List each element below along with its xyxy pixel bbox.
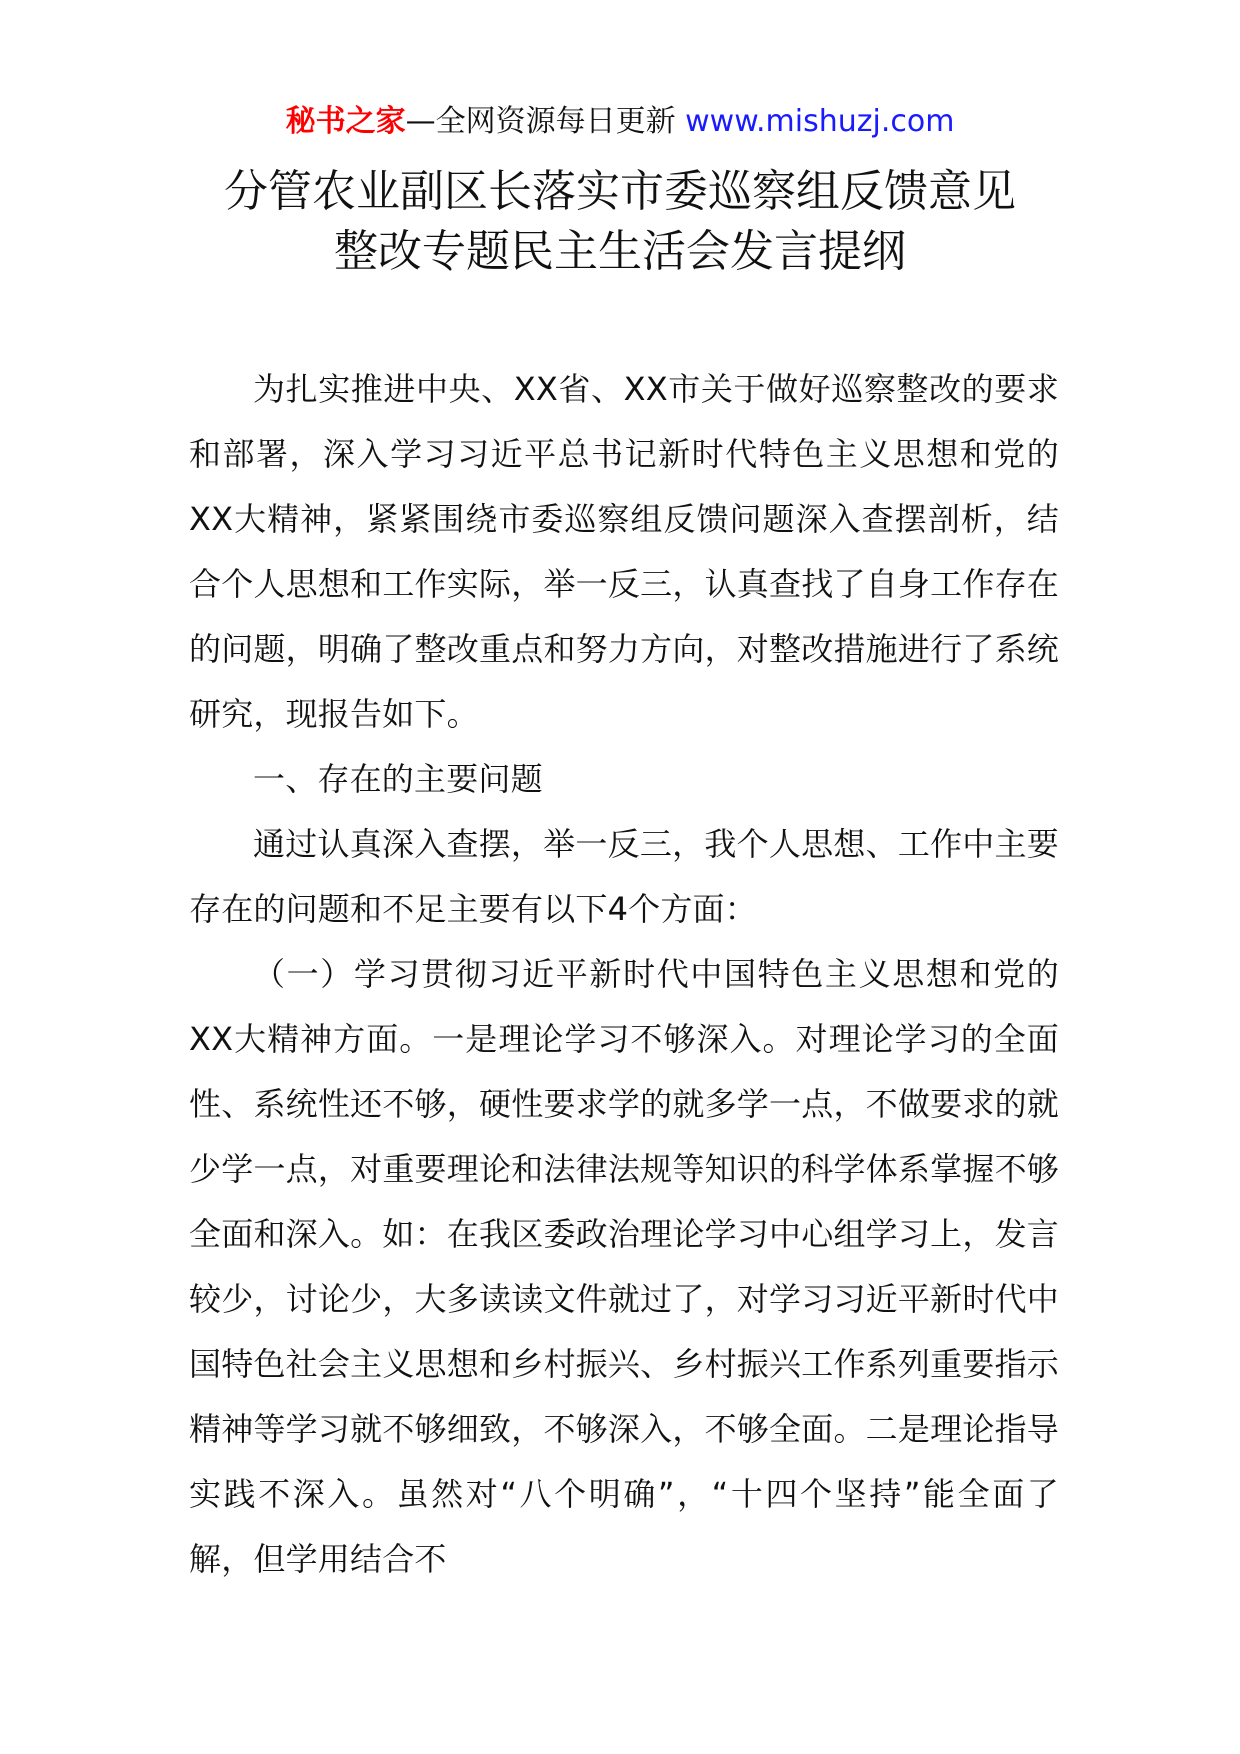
site-url: www.mishuzj.com [685, 104, 955, 139]
title-line-2: 整改专题民主生活会发言提纲 [334, 226, 906, 277]
document-title [0, 162, 1240, 282]
header-tagline: —全网资源每日更新 [405, 104, 676, 139]
header-banner [0, 100, 1240, 144]
title-line-1: 分管农业副区长落实市委巡察组反馈意见 [224, 166, 1016, 217]
section-heading: 一、存在的主要问题 [253, 760, 543, 798]
brand-name: 秘书之家 [285, 104, 406, 139]
paragraph-overview: 通过认真深入查摆，举一反三，我个人思想、工作中主要存在的问题和不足主要有以下4个方面： [189, 825, 1059, 928]
paragraph-item-1: （一）学习贯彻习近平新时代中国特色主义思想和党的XX大精神方面。一是理论学习不够深入。对理论学习的全面性、系统性还不够，硬性要求学的就多学一点，不做要求的就少学一点，对重要理论和法律法规等知识的科学体系掌握不够全面和深入。如：在我区委政治理论学习中心组学习上，发言较少，讨论少，大多读读文件就过了，对学习习近平新时代中国特色社会主义思想和乡村振兴、乡村振兴工作系列重要指示精神等学习就不够细致，不够深入，不够全面。二是理论指导实践不深入。虽然对“八个明确”，“十四个坚持”能全面了解，但学用结合不 [189, 955, 1059, 1578]
paragraph-intro: 为扎实推进中央、XX省、XX市关于做好巡察整改的要求和部署，深入学习习近平总书记新时代特色主义思想和党的XX大精神，紧紧围绕市委巡察组反馈问题深入查摆剖析，结合个人思想和工作实际，举一反三，认真查找了自身工作存在的问题，明确了整改重点和努力方向，对整改措施进行了系统研究，现报告如下。 [189, 370, 1059, 733]
document-body [189, 357, 1059, 1592]
